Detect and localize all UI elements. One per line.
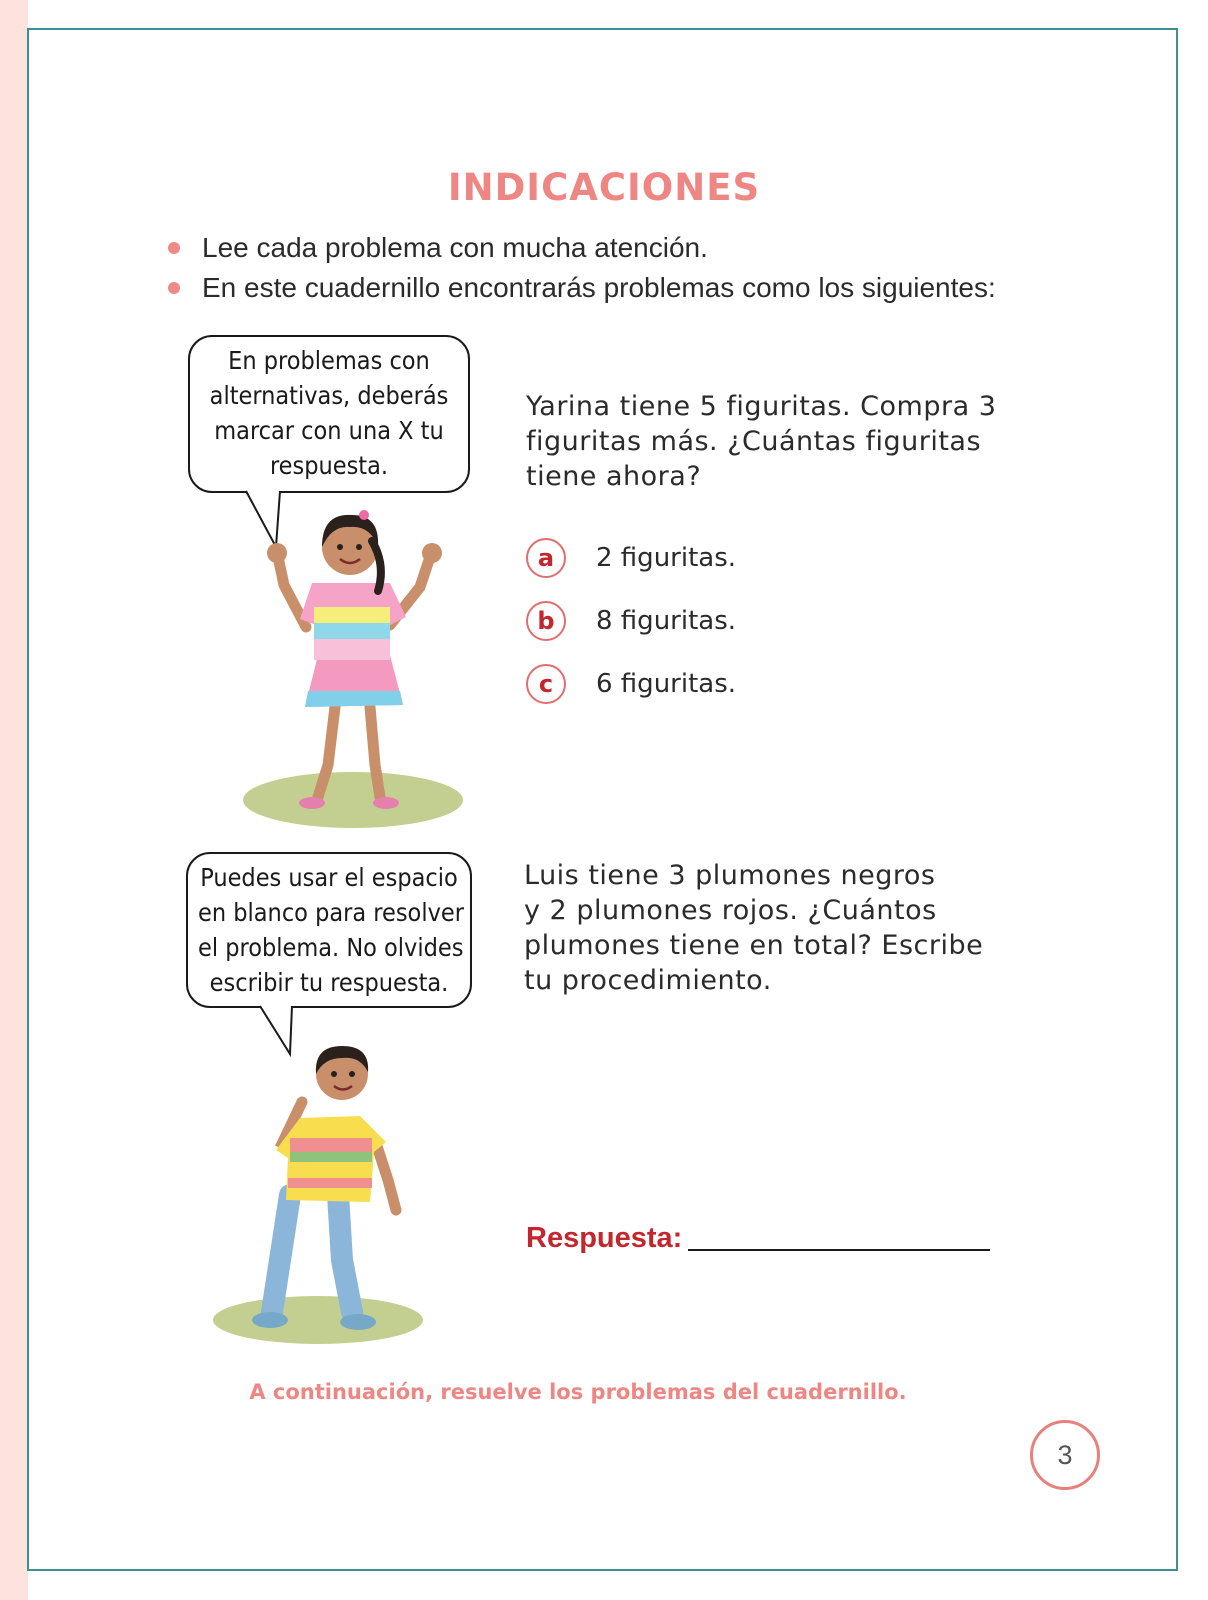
speech-bubble-boy: Puedes usar el espacio en blanco para resolver el problema. No olvides escribir tu respuesta. xyxy=(186,852,472,1008)
option-a-circle[interactable]: a xyxy=(526,538,566,578)
page-title: INDICACIONES xyxy=(447,166,761,209)
answer-label: Respuesta: xyxy=(526,1222,683,1254)
bullet-icon xyxy=(168,242,180,254)
instruction-item: En este cuadernillo encontrarás problemas como los siguientes: xyxy=(166,268,996,308)
boy-illustration xyxy=(210,1030,425,1350)
instructions-list xyxy=(166,228,996,308)
option-b-circle[interactable]: b xyxy=(526,601,566,641)
option-c-circle[interactable]: c xyxy=(526,664,566,704)
footer-note: A continuación, resuelve los problemas del cuadernillo. xyxy=(249,1380,907,1404)
option-a-text: 2 figuritas. xyxy=(596,543,737,573)
girl-illustration xyxy=(240,495,470,835)
answer-line[interactable] xyxy=(688,1249,990,1251)
bullet-icon xyxy=(168,282,180,294)
page-number: 3 xyxy=(1030,1420,1100,1490)
option-b-text: 8 figuritas. xyxy=(596,606,737,636)
instruction-item: Lee cada problema con mucha atención. xyxy=(166,228,996,268)
speech-bubble-girl: En problemas con alternativas, deberás marcar con una X tu respuesta. xyxy=(188,335,470,493)
option-c-text: 6 figuritas. xyxy=(596,669,737,699)
left-margin-strip xyxy=(0,0,28,1600)
problem-2-question: Luis tiene 3 plumones negros y 2 plumones rojos. ¿Cuántos plumones tiene en total? Escribe tu procedimiento. xyxy=(524,860,984,996)
problem-1-question: Yarina tiene 5 figuritas. Compra 3 figuritas más. ¿Cuántas figuritas tiene ahora? xyxy=(526,391,997,492)
